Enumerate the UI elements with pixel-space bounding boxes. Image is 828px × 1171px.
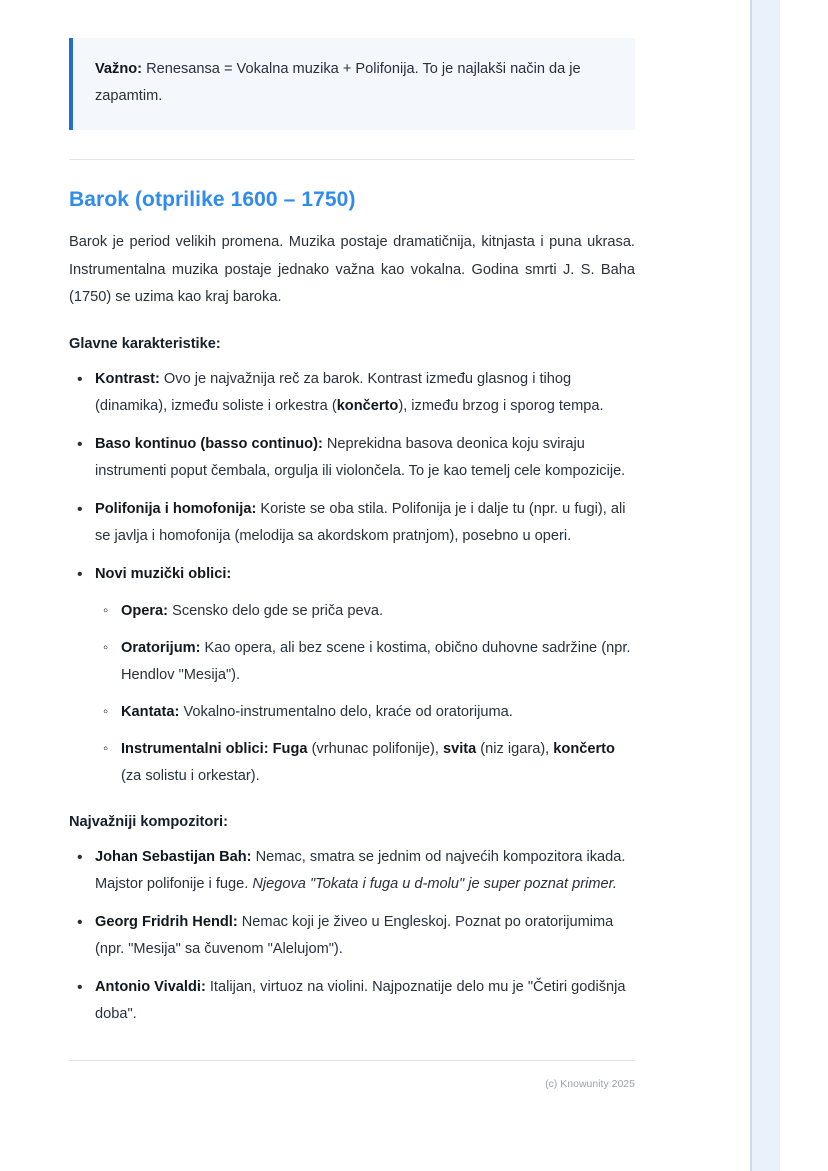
list-item-term: Johan Sebastijan Bah:	[95, 848, 252, 865]
list-item	[69, 844, 635, 898]
list-item-text-post: (niz igara),	[476, 740, 554, 757]
list-item-forms	[69, 561, 635, 790]
list-item	[95, 699, 635, 726]
list-item-text: Koriste se oba stila. Polifonija je i dalje tu (npr. u fugi), ali se javlja i homofonija (melodija sa akordskom pratnjom), posebno u operi.	[95, 501, 626, 545]
callout-important	[69, 38, 635, 130]
list-item-text: Nemac, smatra se jednim od najvećih kompozitora ikada. Majstor polifonije i fuge.	[95, 848, 626, 892]
list-item-text-mid: (vrhunac polifonije),	[307, 740, 443, 757]
document-content	[69, 38, 635, 1090]
list-item-emphasis-1: Fuga	[272, 740, 308, 757]
list-item	[69, 909, 635, 963]
list-item	[95, 598, 635, 625]
forms-heading: Novi muzički oblici:	[95, 566, 232, 583]
list-item-text-tail: ), između brzog i sporog tempa.	[398, 398, 604, 415]
list-item	[69, 974, 635, 1028]
list-item-term: Opera:	[121, 603, 169, 620]
list-item	[95, 635, 635, 689]
characteristics-list	[69, 366, 635, 790]
list-item-text: Ovo je najvažnija reč za barok. Kontrast između glasnog i tihog (dinamika), između soliste i orkestra (	[95, 371, 572, 415]
forms-list	[95, 598, 635, 790]
list-item-text: Neprekidna basova deonica koju sviraju instrumenti poput čembala, orgulja ili violončela. To je kao temelj cele kompozicije.	[95, 436, 626, 480]
list-item-emphasis-3: končerto	[553, 740, 615, 757]
list-item-text-tail: (za solistu i orkestar).	[121, 767, 260, 784]
list-item-text: Kao opera, ali bez scene i kostima, obično duhovne sadržine (npr. Hendlov "Mesija").	[121, 640, 631, 683]
list-item-emphasis: končerto	[336, 398, 399, 415]
list-item-text: Italijan, virtuoz na violini. Najpoznatije delo mu je "Četiri godišnja doba".	[95, 978, 626, 1022]
callout-label: Važno:	[95, 61, 143, 77]
page-title: Barok (otprilike 1600 – 1750)	[69, 187, 356, 211]
list-item-text: Vokalno-instrumentalno delo, kraće od oratorijuma.	[179, 703, 513, 720]
footer-copyright: (c) Knowunity 2025	[545, 1077, 635, 1090]
list-item	[95, 736, 635, 790]
characteristics-heading: Glavne karakteristike:	[69, 336, 221, 353]
section-intro: Barok je period velikih promena. Muzika postaje dramatičnija, kitnjasta i puna ukrasa. Instrumentalna muzika postaje jednako važna kao vokalna. Godina smrti J. S. Baha (1750) se uzima kao kraj baroka.	[69, 233, 635, 306]
list-item-term: Kantata:	[121, 703, 180, 720]
list-item-term: Antonio Vivaldi:	[95, 978, 206, 995]
list-item-italic: Njegova "Tokata i fuga u d-molu" je super poznat primer.	[252, 875, 617, 892]
callout-paragraph	[95, 56, 615, 110]
list-item	[69, 431, 635, 485]
divider-bottom	[69, 1060, 635, 1061]
list-item-emphasis-2: svita	[442, 740, 477, 757]
list-item	[69, 496, 635, 550]
list-item-term: Kontrast:	[95, 371, 160, 388]
list-item-term: Baso kontinuo (basso continuo):	[95, 436, 323, 453]
list-item-term: Instrumentalni oblici:	[121, 740, 269, 757]
list-item-term: Georg Fridrih Hendl:	[95, 913, 238, 930]
list-item-term: Polifonija i homofonija:	[95, 501, 257, 518]
list-item-term: Oratorijum:	[121, 640, 201, 656]
list-item	[69, 366, 635, 420]
callout-text: Renesansa = Vokalna muzika + Polifonija. To je najlakši način da je zapamtim.	[95, 61, 581, 104]
composers-list	[69, 844, 635, 1028]
list-item-text: Nemac koji je živeo u Engleskoj. Poznat po oratorijumima (npr. "Mesija" sa čuvenom "Alelujom").	[95, 913, 614, 957]
list-item-text: Scensko delo gde se priča peva.	[168, 603, 384, 620]
divider-top	[69, 159, 635, 160]
scrollbar-track[interactable]	[752, 0, 780, 1171]
composers-heading: Najvažniji kompozitori:	[69, 813, 228, 830]
